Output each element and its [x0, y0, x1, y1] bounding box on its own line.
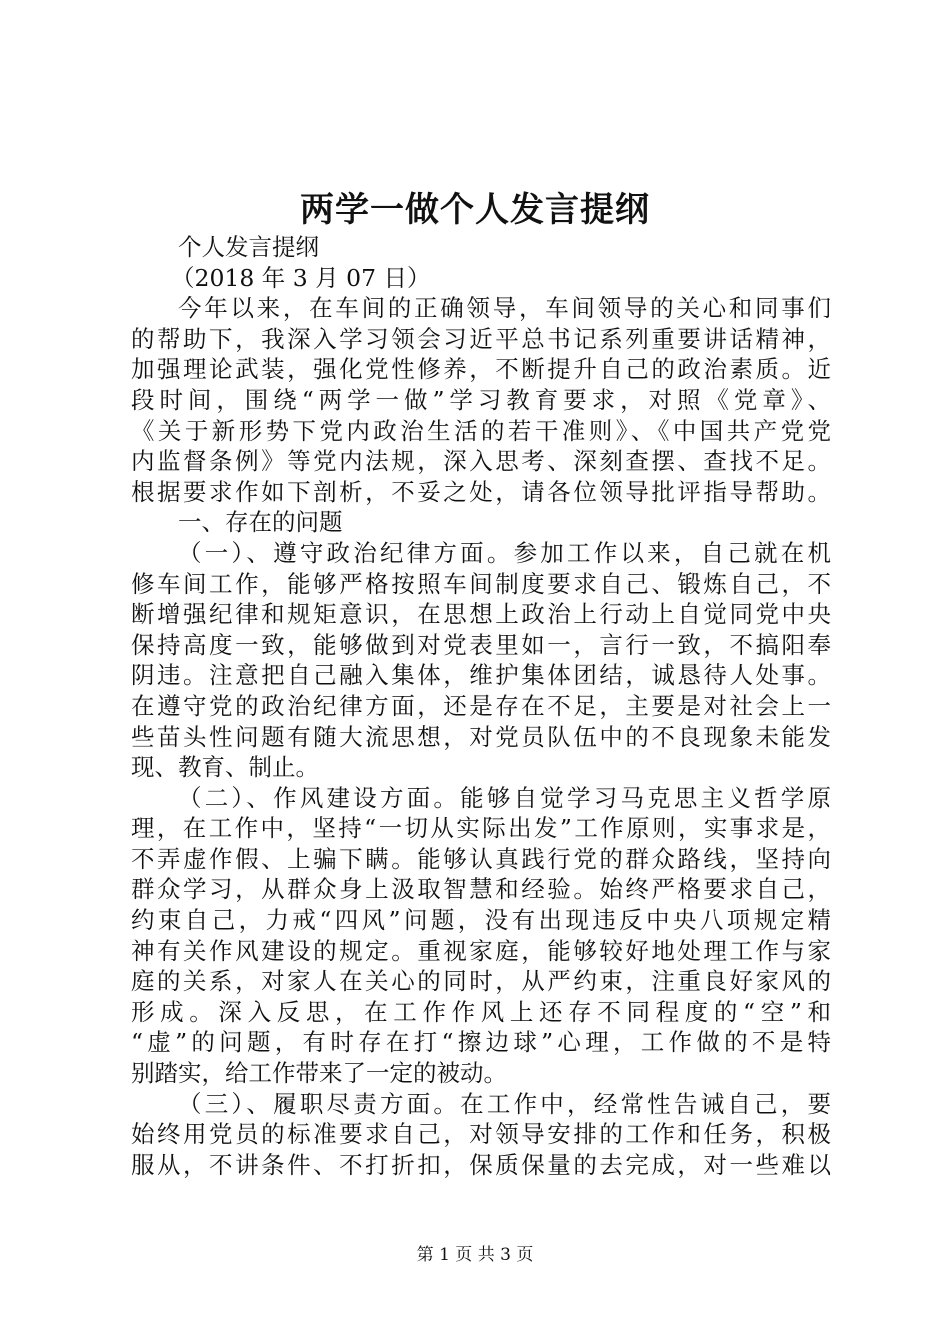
- document-body: [131, 232, 831, 1180]
- paragraph-line: 别踏实，给工作带来了一定的被动。: [131, 1059, 507, 1088]
- paragraph-line: 群众学习，从群众身上汲取智慧和经验。始终严格要求自己，: [131, 875, 831, 904]
- paragraph-line: 的帮助下，我深入学习领会习近平总书记系列重要讲话精神，: [131, 324, 831, 353]
- paragraph-line: 段时间，围绕“两学一做”学习教育要求，对照《党章》、: [131, 385, 831, 414]
- paragraph-line: 在遵守党的政治纪律方面，还是存在不足，主要是对社会上一: [131, 691, 831, 720]
- paragraph-line: 阴违。注意把自己融入集体，维护集体团结，诚恳待人处事。: [131, 661, 831, 690]
- paragraph-line: 庭的关系，对家人在关心的同时，从严约束，注重良好家风的: [131, 967, 831, 996]
- paragraph-line: 不弄虚作假、上骗下瞒。能够认真践行党的群众路线，坚持向: [131, 844, 831, 873]
- section-heading: 一、存在的问题: [178, 508, 343, 537]
- paragraph-line: 理，在工作中，坚持“一切从实际出发”工作原则，实事求是，: [131, 814, 831, 843]
- paragraph-line: 些苗头性问题有随大流思想，对党员队伍中的不良现象未能发: [131, 722, 831, 751]
- paragraph-line: 保持高度一致，能够做到对党表里如一，言行一致，不搞阳奉: [131, 630, 831, 659]
- page-footer: 第 1 页 共 3 页: [416, 1245, 534, 1265]
- paragraph-line: 服从，不讲条件、不打折扣，保质保量的去完成，对一些难以: [131, 1150, 831, 1179]
- paragraph-line: 今年以来，在车间的正确领导，车间领导的关心和同事们: [178, 294, 831, 323]
- paragraph-line: （一）、遵守政治纪律方面。参加工作以来，自己就在机: [178, 538, 831, 567]
- paragraph-line: 《关于新形势下党内政治生活的若干准则》、《中国共产党党: [131, 416, 831, 445]
- paragraph-line: 根据要求作如下剖析，不妥之处，请各位领导批评指导帮助。: [131, 477, 831, 506]
- paragraph-line: 约束自己，力戒“四风”问题，没有出现违反中央八项规定精: [131, 906, 831, 935]
- paragraph-line: 始终用党员的标准要求自己，对领导安排的工作和任务，积极: [131, 1120, 831, 1149]
- date-line: （2018 年 3 月 07 日）: [171, 263, 431, 292]
- paragraph-line: 断增强纪律和规矩意识，在思想上政治上行动上自觉同党中央: [131, 600, 831, 629]
- paragraph-line: 加强理论武装，强化党性修养，不断提升自己的政治素质。近: [131, 355, 831, 384]
- paragraph-line: （三）、履职尽责方面。在工作中，经常性告诫自己，要: [178, 1089, 831, 1118]
- paragraph-line: 形成。深入反思，在工作作风上还存不同程度的“空”和: [131, 997, 831, 1026]
- paragraph-line: 内监督条例》等党内法规，深入思考、深刻查摆、查找不足。: [131, 447, 831, 476]
- paragraph-line: 神有关作风建设的规定。重视家庭，能够较好地处理工作与家: [131, 936, 831, 965]
- paragraph-line: “虚”的问题，有时存在打“擦边球”心理，工作做的不是特: [131, 1028, 831, 1057]
- subtitle-line: 个人发言提纲: [178, 233, 319, 261]
- paragraph-line: 现、教育、制止。: [131, 753, 319, 782]
- paragraph-line: 修车间工作，能够严格按照车间制度要求自己、锻炼自己，不: [131, 569, 831, 598]
- page-title: 两学一做个人发言提纲: [300, 190, 650, 230]
- paragraph-line: （二）、作风建设方面。能够自觉学习马克思主义哲学原: [178, 783, 831, 812]
